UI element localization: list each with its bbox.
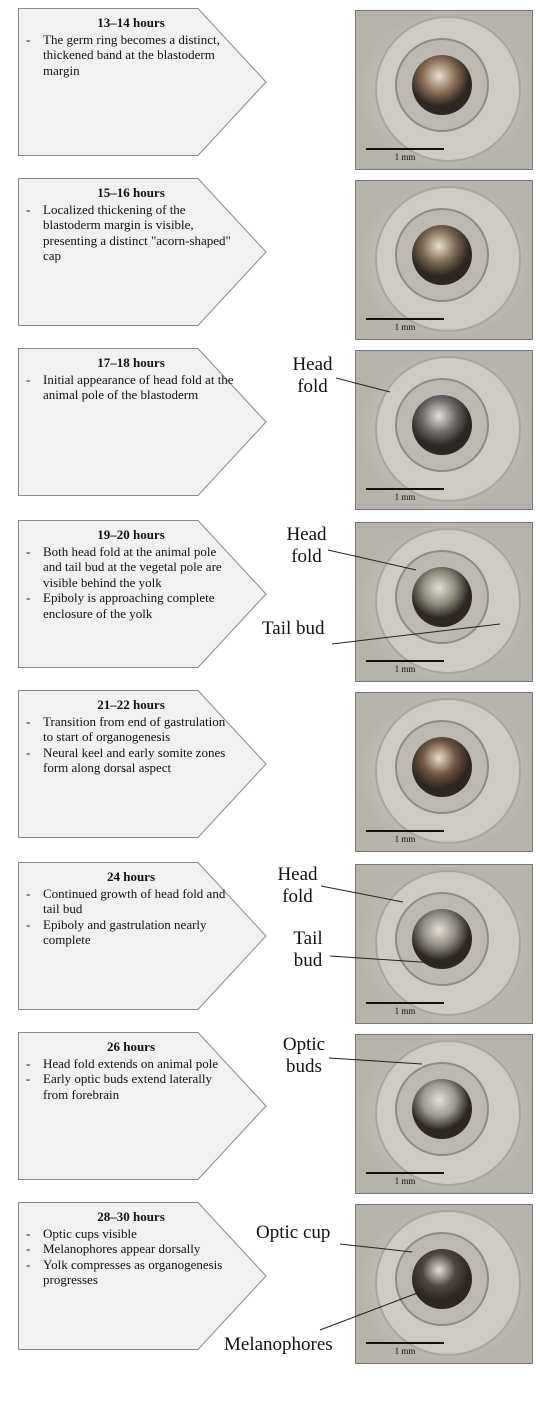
embryo-image (356, 181, 533, 340)
bullet-dash: - (26, 1256, 31, 1272)
stage-row (0, 170, 550, 340)
bullet-text: Head fold extends on animal pole (43, 1055, 219, 1071)
stage-time-title: 26 hours (106, 1039, 156, 1054)
embryo-micrograph (355, 1204, 533, 1364)
stage-bullet (26, 886, 236, 917)
embryo-micrograph (355, 522, 533, 682)
scale-bar: 1 mm (366, 1002, 444, 1016)
yolk (412, 1079, 472, 1139)
scale-bar: 1 mm (366, 318, 444, 332)
stage-time-title: 21–22 hours (97, 697, 165, 712)
embryo-micrograph (355, 350, 533, 510)
bullet-text: Transition from end of gastrulation to start of organogenesis (43, 713, 226, 744)
stage-bullet (26, 1056, 236, 1072)
stage-callout (18, 178, 268, 326)
yolk (412, 1249, 472, 1309)
bullet-dash: - (26, 744, 31, 760)
stage-bullet (26, 714, 236, 745)
anatomy-label: Tail bud (262, 618, 325, 639)
bullet-dash: - (26, 590, 31, 605)
bullet-text: The germ ring becomes a distinct, thickened band at the blastoderm margin (43, 31, 220, 78)
bullet-dash: - (26, 1055, 31, 1071)
stage-bullet (26, 544, 236, 591)
stage-time-title: 24 hours (106, 869, 156, 884)
embryo-micrograph (355, 692, 533, 852)
stage-callout (18, 1202, 268, 1350)
bullet-text: Neural keel and early somite zones form along dorsal aspect (43, 744, 226, 775)
bullet-dash: - (26, 1241, 31, 1256)
stage-bullet (26, 745, 236, 776)
stage-row (0, 512, 550, 682)
stage-time-title: 28–30 hours (97, 1209, 165, 1224)
stage-row (0, 0, 550, 170)
stage-bullet (26, 1241, 236, 1257)
bullet-text: Early optic buds extend laterally from forebrain (43, 1071, 212, 1102)
stage-row (0, 854, 550, 1024)
embryo-micrograph (355, 180, 533, 340)
bullet-text: Melanophores appear dorsally (43, 1241, 201, 1256)
stage-bullet (26, 372, 236, 403)
stage-time-title: 15–16 hours (97, 185, 165, 200)
bullet-text: Epiboly is approaching complete enclosure of the yolk (43, 590, 215, 621)
stage-bullet (26, 917, 236, 948)
stage-description (26, 697, 236, 776)
anatomy-label: Melanophores (224, 1334, 333, 1355)
scale-bar: 1 mm (366, 1342, 444, 1356)
yolk (412, 909, 472, 969)
bullet-text: Optic cups visible (43, 1225, 137, 1241)
stage-bullet (26, 202, 236, 264)
stage-callout (18, 520, 268, 668)
embryo-image (356, 1035, 533, 1194)
embryo-image (356, 693, 533, 852)
stage-bullet (26, 590, 236, 621)
embryo-micrograph (355, 10, 533, 170)
stage-description (26, 527, 236, 621)
scale-bar: 1 mm (366, 830, 444, 844)
stage-row (0, 1194, 550, 1364)
stage-bullet (26, 1257, 236, 1288)
bullet-dash: - (26, 371, 31, 387)
yolk (412, 567, 472, 627)
stage-bullet (26, 1226, 236, 1242)
stage-callout (18, 348, 268, 496)
bullet-dash: - (26, 543, 31, 559)
embryo-image (356, 351, 533, 510)
yolk (412, 395, 472, 455)
stage-time-title: 19–20 hours (97, 527, 165, 542)
stage-description (26, 1039, 236, 1102)
yolk (412, 225, 472, 285)
scale-bar: 1 mm (366, 148, 444, 162)
embryo-image (356, 523, 533, 682)
bullet-dash: - (26, 1071, 31, 1086)
bullet-dash: - (26, 916, 31, 932)
embryo-micrograph (355, 864, 533, 1024)
bullet-dash: - (26, 31, 31, 47)
stage-callout (18, 1032, 268, 1180)
yolk (412, 737, 472, 797)
anatomy-label: Head fold (277, 864, 318, 907)
stage-description (26, 355, 236, 403)
stage-row (0, 340, 550, 510)
bullet-text: Localized thickening of the blastoderm margin is visible, presenting a distinct "acorn-shaped" cap (43, 201, 231, 263)
embryo-image (356, 11, 533, 170)
stage-row (0, 682, 550, 852)
stage-description (26, 1209, 236, 1288)
stage-time-title: 13–14 hours (97, 15, 165, 30)
scale-bar: 1 mm (366, 488, 444, 502)
bullet-dash: - (26, 201, 31, 217)
bullet-dash: - (26, 713, 31, 729)
stage-description (26, 869, 236, 948)
anatomy-label: Head fold (286, 524, 327, 567)
bullet-text: Initial appearance of head fold at the animal pole of the blastoderm (43, 371, 234, 402)
stage-callout (18, 8, 268, 156)
embryo-image (356, 865, 533, 1024)
embryo-micrograph (355, 1034, 533, 1194)
stage-bullet (26, 32, 236, 79)
bullet-text: Both head fold at the animal pole and tail bud at the vegetal pole are visible behind the yolk (43, 543, 222, 590)
stage-callout (18, 862, 268, 1010)
stage-bullet (26, 1071, 236, 1102)
yolk (412, 55, 472, 115)
scale-bar: 1 mm (366, 1172, 444, 1186)
embryo-image (356, 1205, 533, 1364)
bullet-dash: - (26, 1225, 31, 1241)
bullet-dash: - (26, 885, 31, 901)
stage-description (26, 185, 236, 264)
bullet-text: Continued growth of head fold and tail bud (43, 885, 226, 916)
stage-callout (18, 690, 268, 838)
stage-description (26, 15, 236, 78)
stage-row (0, 1024, 550, 1194)
bullet-text: Yolk compresses as organogenesis progresses (43, 1256, 223, 1287)
stage-time-title: 17–18 hours (97, 355, 165, 370)
anatomy-label: Optic cup (256, 1222, 331, 1243)
anatomy-label: Tail bud (293, 928, 323, 971)
anatomy-label: Head fold (292, 354, 333, 397)
bullet-text: Epiboly and gastrulation nearly complete (43, 916, 207, 947)
scale-bar: 1 mm (366, 660, 444, 674)
anatomy-label: Optic buds (282, 1034, 326, 1077)
